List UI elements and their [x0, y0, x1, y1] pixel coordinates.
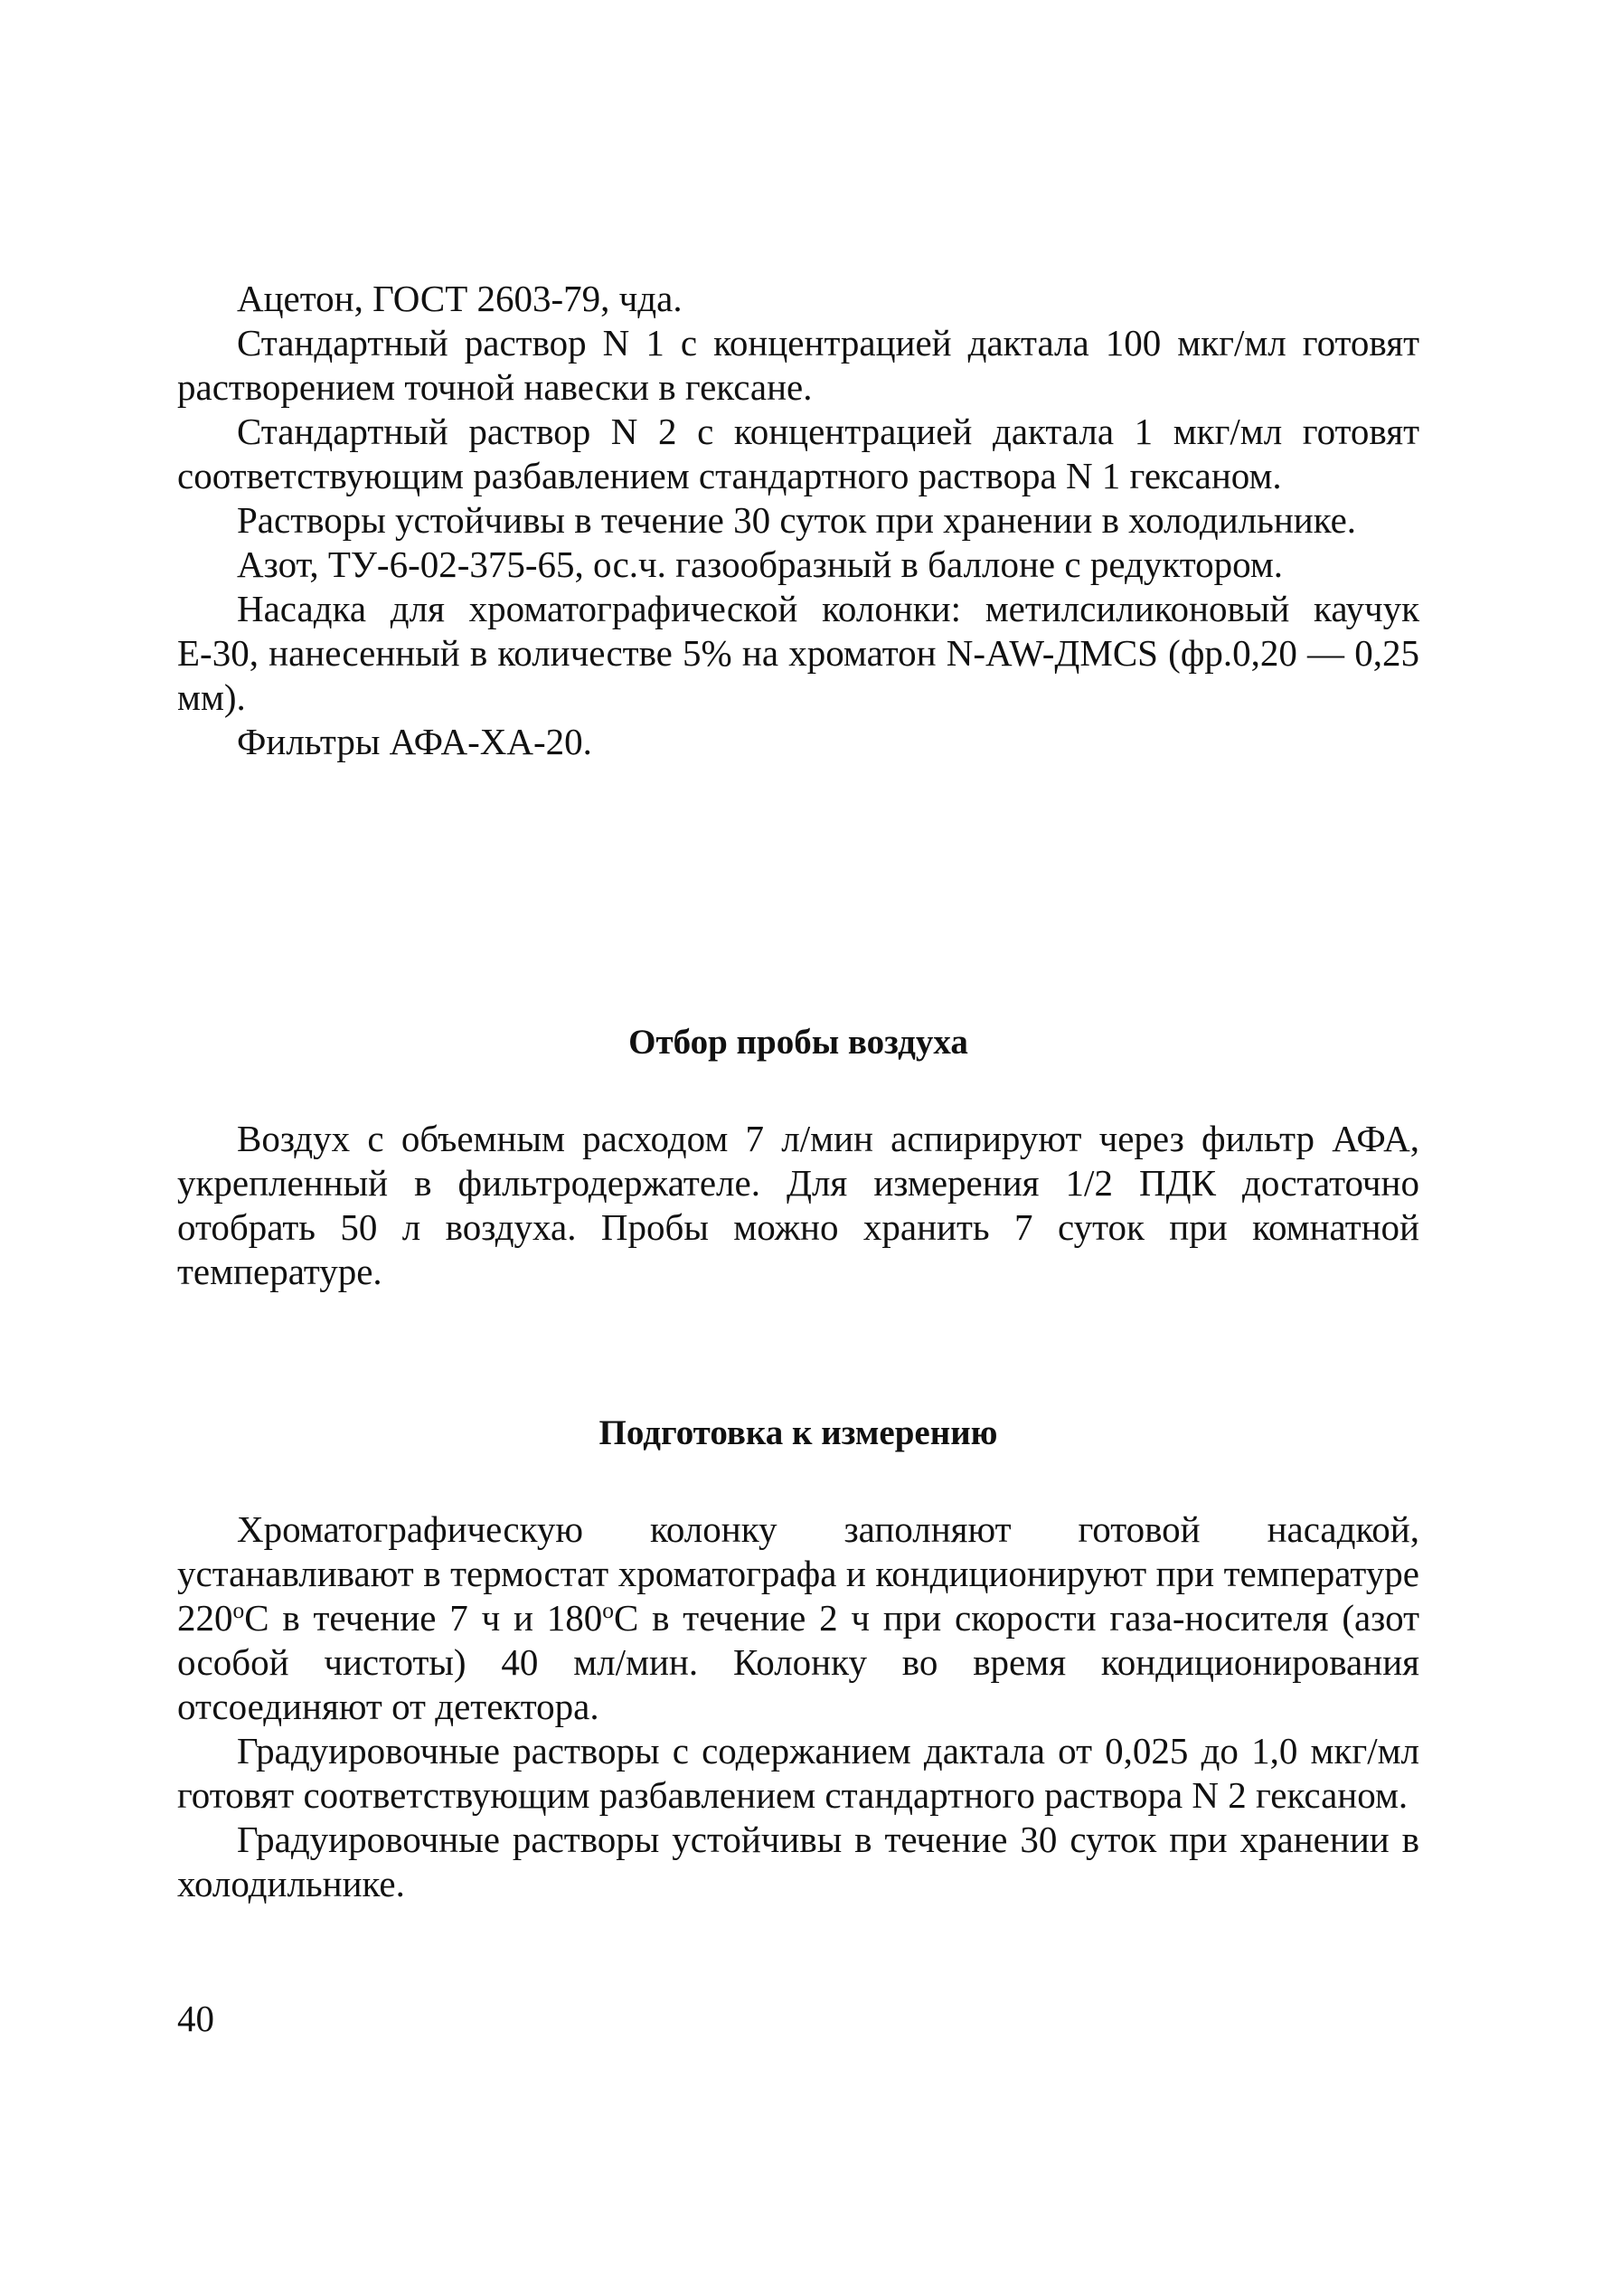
paragraph-acetone: Ацетон, ГОСТ 2603-79, чда.	[237, 278, 683, 319]
paragraph-column-conditioning	[177, 1507, 1419, 1729]
materials-section	[177, 277, 1419, 764]
paragraph-standard-solution-1: Стандартный раствор N 1 с концентрацией дактала 100 мкг/мл готовят растворением точной навески в гексане.	[177, 322, 1419, 408]
sampling-section	[177, 1117, 1419, 1294]
paragraph-nitrogen: Азот, ТУ-6-02-375-65, ос.ч. газообразный в баллоне с редуктором.	[237, 543, 1284, 585]
paragraph-solution-stability: Растворы устойчивы в течение 30 суток при хранении в холодильнике.	[237, 499, 1357, 541]
conditioning-text-part-3: С в течение 2 ч при скорости газа-носителя (азот особой чистоты) 40 мл/мин. Колонку во время кондиционирования отсоединяют от детектора.	[177, 1597, 1419, 1727]
degree-sign: о	[602, 1598, 614, 1624]
paragraph-column-packing: Насадка для хроматографической колонки: метилсиликоновый каучук Е-30, нанесенный в количестве 5% на хроматон N-AW-ДМCS (фр.0,20 — 0,25 мм).	[177, 588, 1419, 718]
degree-sign: о	[232, 1598, 245, 1624]
conditioning-text-part-1: Хроматографическую колонку заполняют готовой насадкой, устанавливают в термостат хроматографа и кондиционируют при температуре 220	[177, 1508, 1419, 1639]
conditioning-text-part-2: С в течение 7 ч и 180	[244, 1597, 603, 1639]
heading-air-sampling: Отбор пробы воздуха	[628, 1023, 968, 1062]
paragraph-calibration-solutions: Градуировочные растворы с содержанием дактала от 0,025 до 1,0 мкг/мл готовят соответствующим разбавлением стандартного раствора N 2 гексаном.	[177, 1730, 1419, 1816]
paragraph-filters: Фильтры АФА-ХА-20.	[237, 721, 592, 762]
paragraph-standard-solution-2: Стандартный раствор N 2 с концентрацией дактала 1 мкг/мл готовят соответствующим разбавлением стандартного раствора N 1 гексаном.	[177, 411, 1419, 496]
page-number: 40	[177, 1998, 214, 2039]
preparation-section	[177, 1507, 1419, 1906]
heading-measurement-preparation: Подготовка к измерению	[598, 1413, 998, 1452]
paragraph-air-sampling: Воздух с объемным расходом 7 л/мин аспирируют через фильтр АФА, укрепленный в фильтродержателе. Для измерения 1/2 ПДК достаточно отобрать 50 л воздуха. Пробы можно хранить 7 суток при комнатной температуре.	[177, 1118, 1419, 1292]
paragraph-calibration-stability: Градуировочные растворы устойчивы в течение 30 суток при хранении в холодильнике.	[177, 1819, 1419, 1904]
